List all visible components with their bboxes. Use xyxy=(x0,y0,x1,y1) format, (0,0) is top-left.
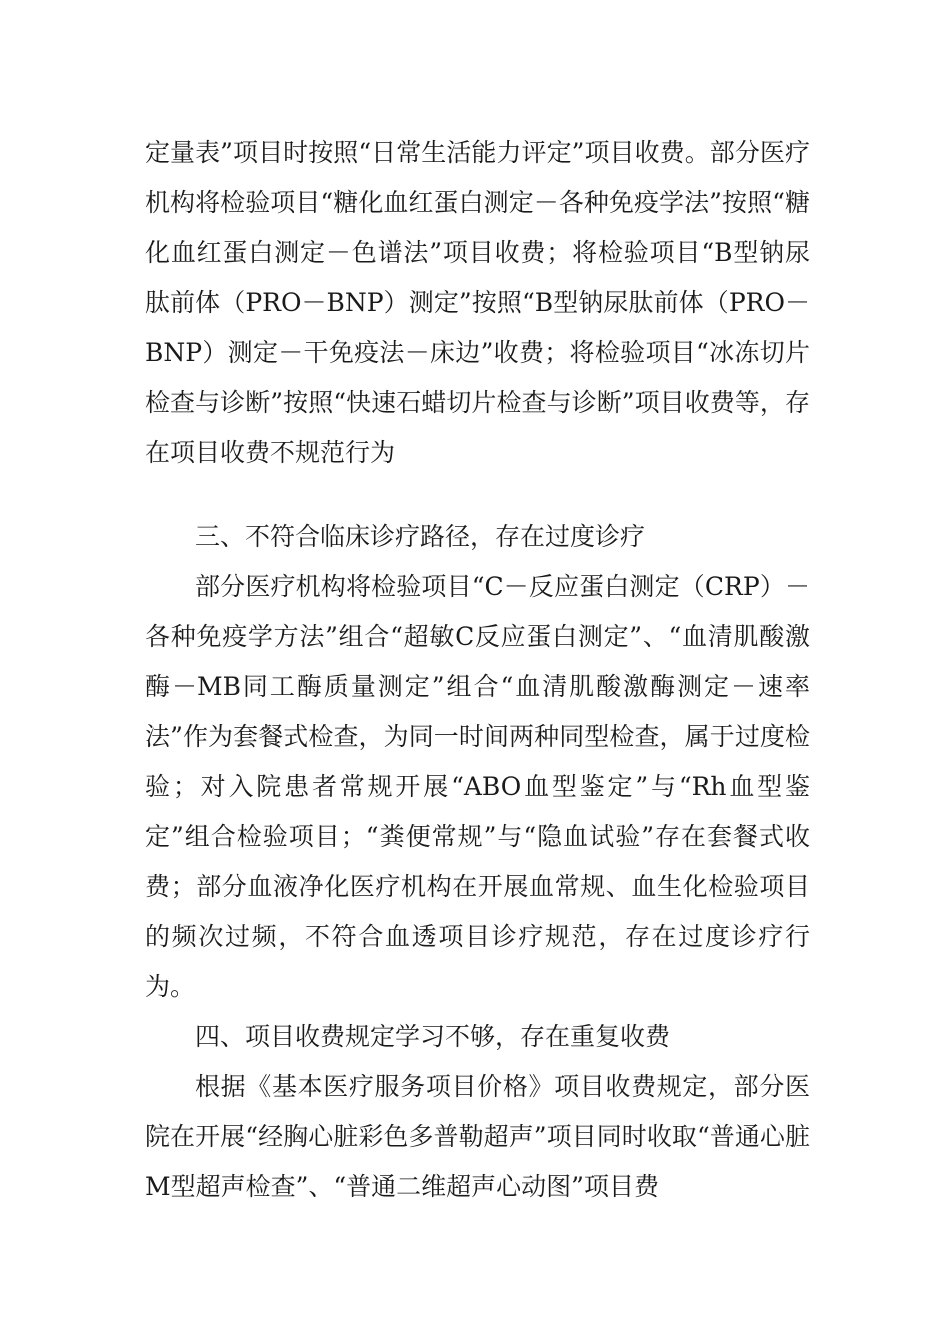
paragraph-duplicate-charges: 根据《基本医疗服务项目价格》项目收费规定，部分医院在开展“经胸心脏彩色多普勒超声”项目同时收取“普通心脏M型超声检查”、“普通二维超声心动图”项目费 xyxy=(145,1072,810,1201)
paragraph-continued-fee-irregularity: 定量表”项目时按照“日常生活能力评定”项目收费。部分医疗机构将检验项目“糖化血红蛋白测定－各种免疫学法”按照“糖化血红蛋白测定－色谱法”项目收费；将检验项目“B型钠尿肽前体（PRO－BNP）测定”按照“B型钠尿肽前体（PRO－BNP）测定－干免疫法－床边”收费；将检验项目“冰冻切片检查与诊断”按照“快速石蜡切片检查与诊断”项目收费等，存在项目收费不规范行为 xyxy=(145,138,810,467)
paragraph-over-treatment: 部分医疗机构将检验项目“C－反应蛋白测定（CRP）－各种免疫学方法”组合“超敏C反应蛋白测定”、“血清肌酸激酶－MB同工酶质量测定”组合“血清肌酸激酶测定－速率法”作为套餐式检查，为同一时间两种同型检查，属于过度检验；对入院患者常规开展“ABO血型鉴定”与“Rh血型鉴定”组合检验项目；“粪便常规”与“隐血试验”存在套餐式收费；部分血液净化医疗机构在开展血常规、血生化检验项目的频次过频，不符合血透项目诊疗规范，存在过度诊疗行为。 xyxy=(145,572,810,1001)
paragraph-spacer xyxy=(145,478,810,512)
document-body xyxy=(145,128,810,1212)
section-heading-3: 三、不符合临床诊疗路径，存在过度诊疗 xyxy=(195,522,646,551)
section-heading-4: 四、项目收费规定学习不够，存在重复收费 xyxy=(195,1022,671,1051)
